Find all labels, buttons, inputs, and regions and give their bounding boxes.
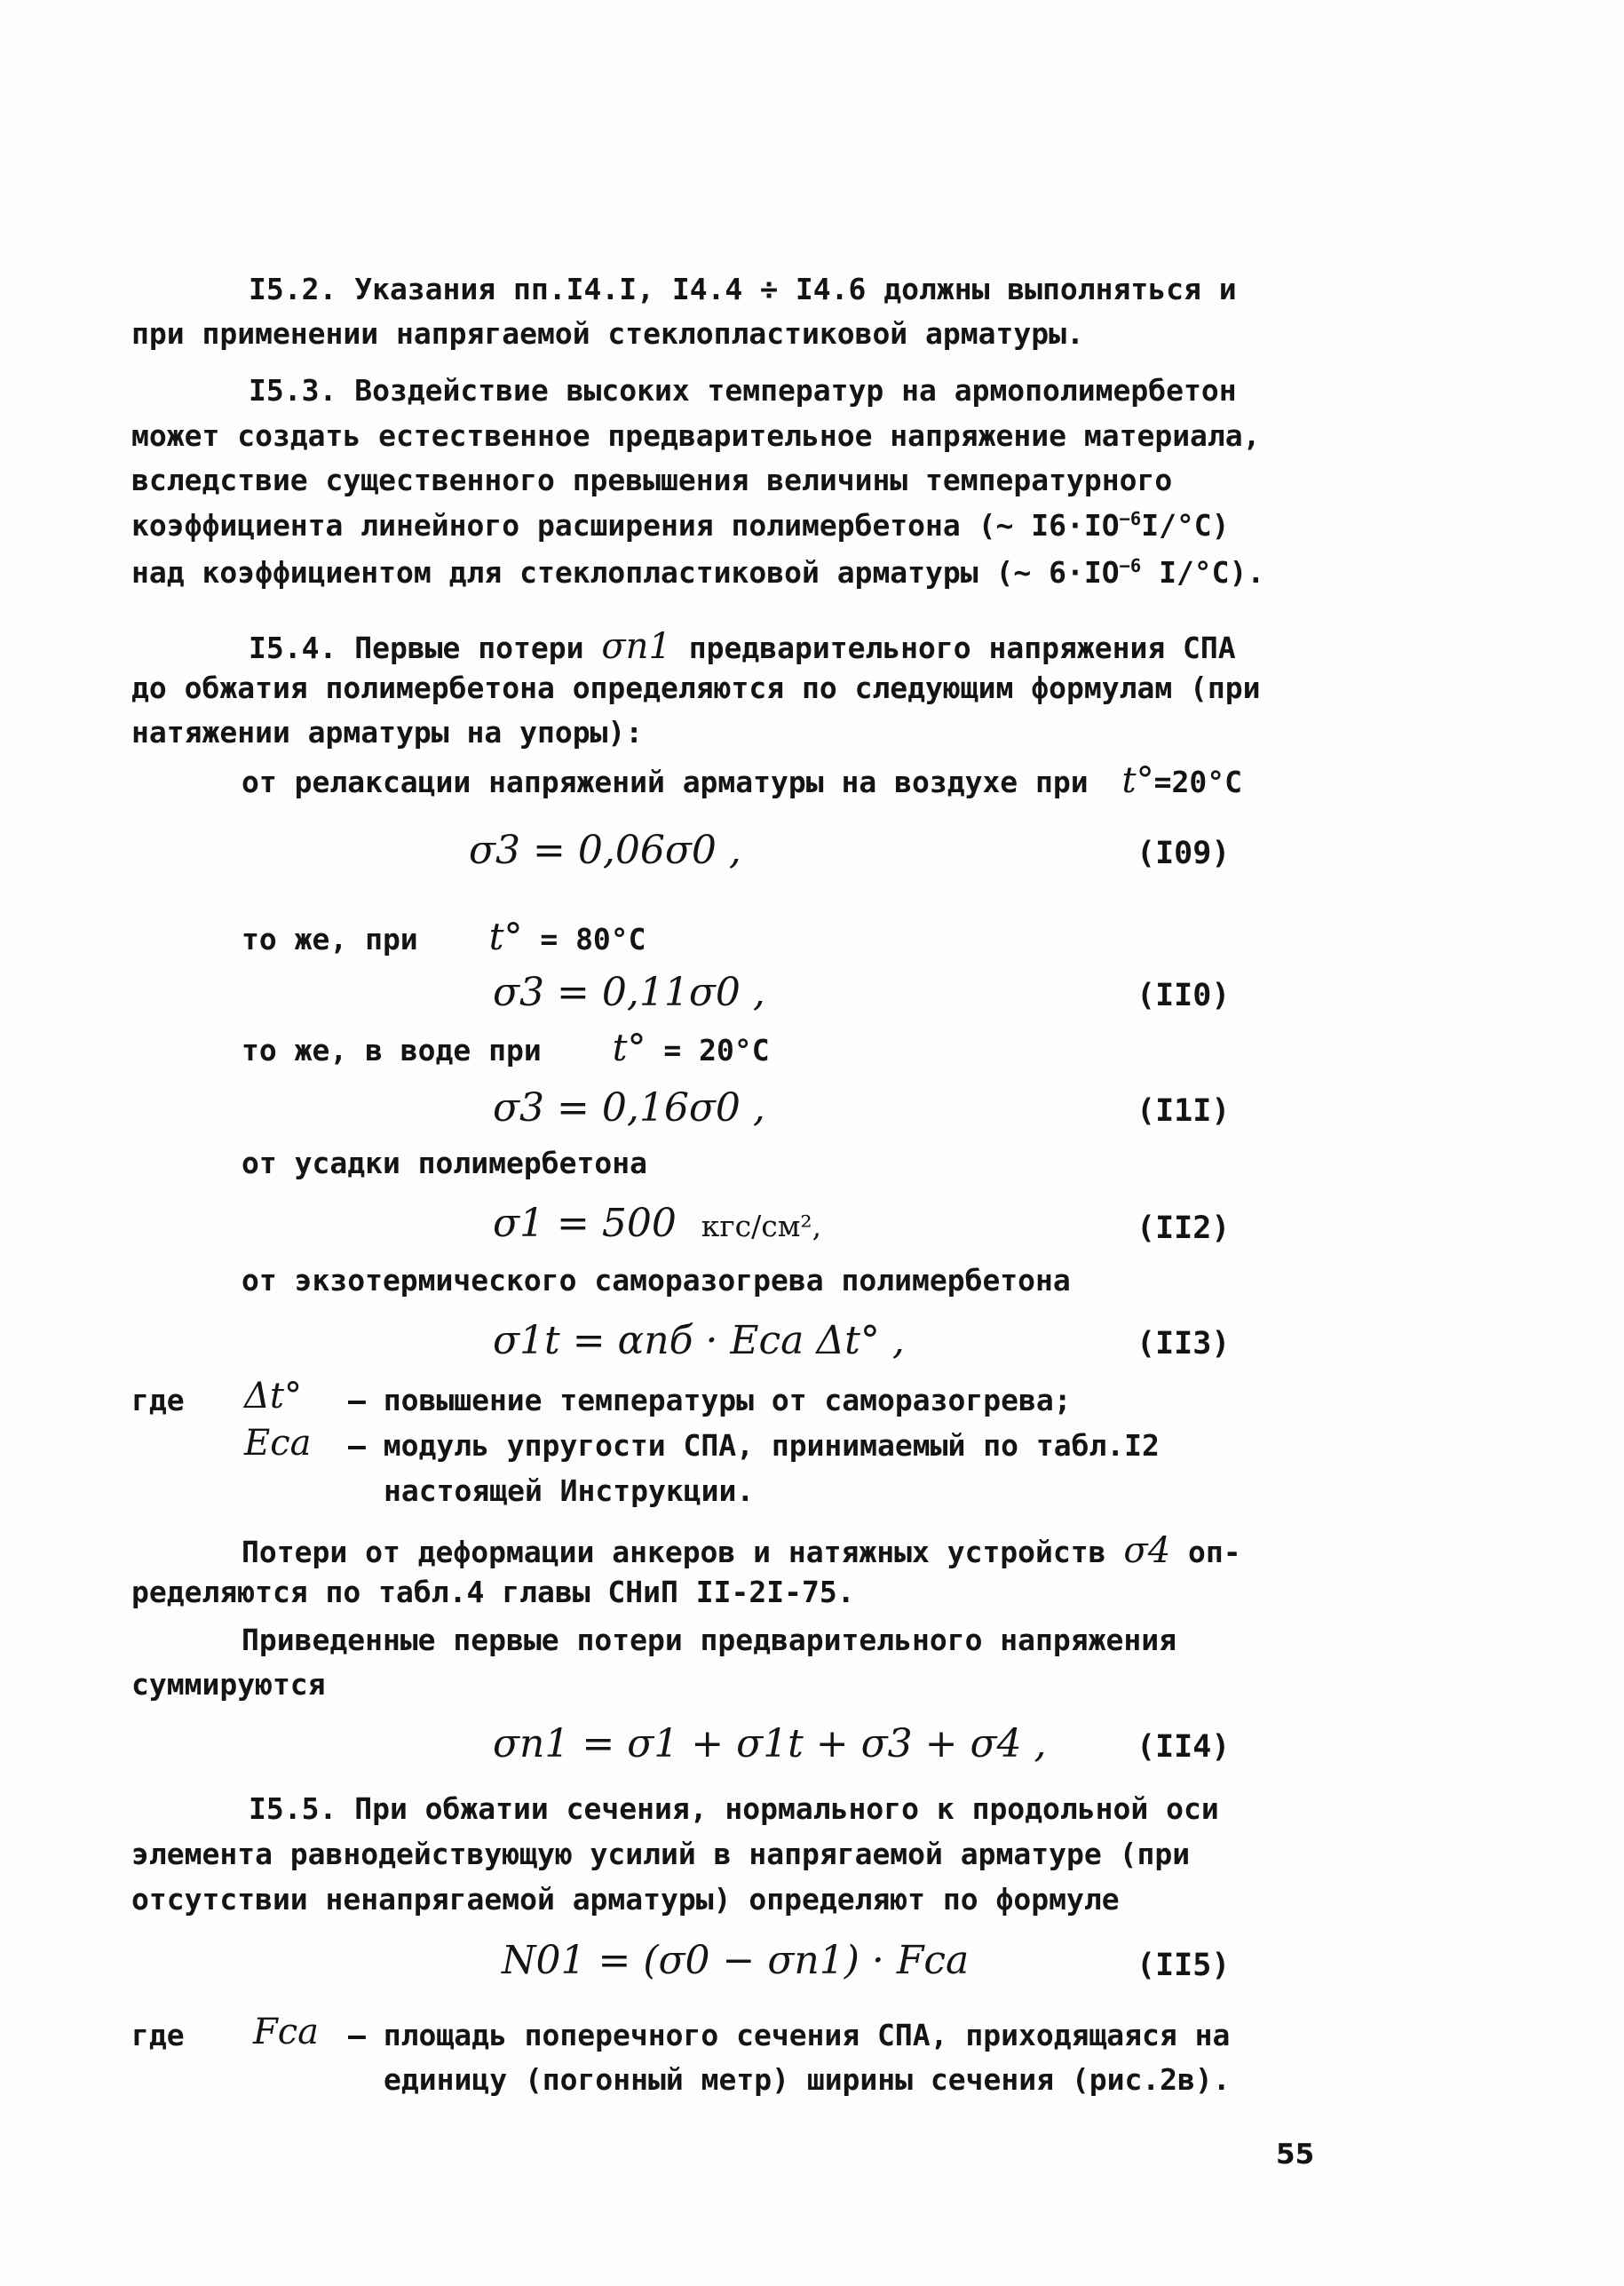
where-label: где [131,1383,185,1417]
formula-115: N01 = (σ0 − σп1) · Fса [502,1938,970,1983]
para-15-5-line-3: отсутствии ненапрягаемой арматуры) определяют по формуле [131,1882,1120,1917]
para-15-3-line-4: коэффициента линейного расширения полимербетона (~ $I6\cdot IO^{-6}I/^\circ C$) [131,508,1230,543]
formula-number-112: (II2) [1137,1210,1231,1246]
para-sum-line-1: Приведенные первые потери предварительного напряжения [242,1623,1176,1657]
formula-110: σ3 = 0,11σ0 , [493,970,765,1015]
text-same-in-water: то же, в воде при t° = 20°C [242,1026,770,1069]
where-def-f-ca-cont: единицу (погонный метр) ширины сечения (рис.2в). [384,2062,1231,2097]
para-15-4-line-3: натяжении арматуры на упоры): [131,715,644,750]
para-15-5-line-2: элемента равнодействующую усилий в напрягаемой арматуре (при [131,1837,1191,1871]
para-15-5-line-1: I5.5. При обжатии сечения, нормального к продольной оси [249,1791,1219,1826]
symbol-f-ca: Fса [253,2012,320,2052]
para-sum-line-2: суммируются [131,1667,326,1702]
formula-number-114: (II4) [1137,1729,1231,1765]
para-15-2-line-2: при применении напрягаемой стеклопластиковой арматуры. [131,316,1084,351]
para-15-4-line-2: до обжатия полимербетона определяются по следующим формулам (при [131,671,1261,705]
formula-112: σ1 = 500 кгс/см², [493,1201,822,1246]
where-def-2: – модуль упругости СПА, принимаемый по табл.I2 [348,1428,1160,1463]
symbol-sigma-4: σ4 [1123,1530,1171,1571]
para-15-3-line-2: может создать естественное предварительное напряжение материала, [131,418,1261,453]
symbol-t-degree: t° [1121,760,1154,801]
where-def-2-cont: настоящей Инструкции. [384,1473,755,1508]
para-15-3-line-5: над коэффициентом для стеклопластиковой арматуры (~ $6\cdot IO^{-6}$ I/°C). [131,555,1265,590]
formula-number-115: (II5) [1137,1948,1231,1983]
formula-113: σ1t = αпб · Eса Δt° , [493,1318,905,1363]
where-label-2: где [131,2018,185,2052]
symbol-e-ca: Eса [244,1423,312,1464]
para-15-3-line-3: вследствие существенного превышения величины температурного [131,463,1173,497]
where-def-f-ca: – площадь поперечного сечения СПА, приходящаяся на [348,2018,1231,2052]
formula-114: σп1 = σ1 + σ1t + σ3 + σ4 , [493,1721,1047,1766]
where-def-1: – повышение температуры от саморазогрева; [348,1383,1072,1417]
formula-111: σ3 = 0,16σ0 , [493,1085,765,1131]
page-number: 55 [1276,2139,1315,2171]
para-15-4-line-1: I5.4. Первые потери σп1 предварительного напряжения СПА [249,626,1236,667]
para-anchor-line-1: Потери от деформации анкеров и натяжных устройств σ4 оп- [242,1530,1241,1571]
text-shrinkage: от усадки полимербетона [242,1146,647,1180]
symbol-delta-t: Δt° [244,1376,302,1417]
para-15-4-line-4: от релаксации напряжений арматуры на воздухе при t°=20°C [242,760,1242,801]
symbol-t-degree: t° [488,915,523,958]
formula-number-110: (II0) [1137,978,1231,1013]
para-15-2-line-1: I5.2. Указания пп.I4.I, I4.4 ÷ I4.6 должны выполняться и [249,272,1237,306]
formula-number-113: (II3) [1137,1326,1231,1361]
formula-number-111: (I1I) [1137,1093,1231,1129]
symbol-sigma-p1: σп1 [601,626,671,667]
formula-109: σ3 = 0,06σ0 , [469,828,741,873]
para-anchor-line-2: ределяются по табл.4 главы СНиП II-2I-75. [131,1575,855,1609]
text-same-at-80: то же, при t° = 80°C [242,915,646,958]
formula-number-109: (I09) [1137,836,1231,871]
para-15-3-line-1: I5.3. Воздействие высоких температур на армополимербетон [249,373,1237,408]
text-exothermic: от экзотермического саморазогрева полимербетона [242,1263,1071,1298]
symbol-t-degree: t° [612,1026,646,1069]
